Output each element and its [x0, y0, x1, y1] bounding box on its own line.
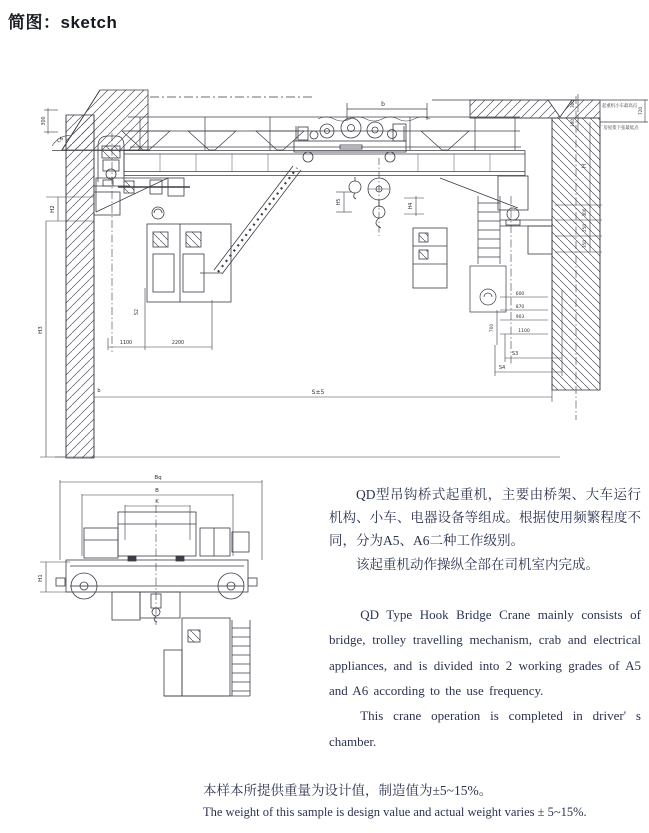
svg-text:H5: H5: [337, 198, 342, 206]
svg-text:S3: S3: [511, 351, 519, 357]
trolley-gauge-dimension: [318, 101, 430, 121]
svg-text:S2: S2: [135, 308, 140, 316]
svg-text:250: 250: [582, 224, 587, 232]
hook-dimensions: [336, 192, 424, 216]
svg-text:600: 600: [515, 292, 525, 297]
paragraph-spacer: [329, 576, 641, 602]
svg-text:350: 350: [582, 240, 587, 248]
side-view-dimensions: [38, 475, 262, 592]
svg-text:b: b: [97, 388, 101, 394]
svg-text:720: 720: [638, 107, 643, 115]
svg-text:903: 903: [515, 315, 525, 320]
svg-text:100: 100: [570, 119, 575, 127]
product-description: [329, 483, 641, 754]
description-en-1: QD Type Hook Bridge Crane mainly consists of bridge, trolley travelling mechanism, crab and electrical appliances, and is divided into 2 working grades of A5 and A6 according to the use frequency.: [329, 606, 641, 698]
description-en-2: This crane operation is completed in driver' s chamber.: [329, 708, 641, 749]
right-building-column: [552, 96, 600, 420]
weight-note-zh: 本样本所提供重量为设计值，制造值为±5~15%。: [203, 783, 493, 798]
side-view: [38, 475, 262, 696]
weight-note-en: The weight of this sample is design value and actual weight varies ± 5~15%.: [203, 805, 587, 819]
driver-cab: [147, 207, 231, 302]
svg-text:1100: 1100: [518, 329, 530, 334]
right-runway-and-end-truck: [498, 176, 552, 254]
side-view-cab: [164, 618, 250, 696]
side-view-trolley: [84, 512, 249, 561]
svg-text:H3: H3: [38, 326, 44, 334]
hoist-and-hook: [349, 158, 390, 236]
svg-text:起重机小车最高点: 起重机小车最高点: [602, 104, 638, 109]
svg-text:H2: H2: [50, 205, 56, 213]
right-column-dimensions: [489, 290, 562, 376]
side-view-bridge-end: [56, 560, 257, 599]
svg-text:C6: C6: [56, 136, 65, 145]
bridge-girder: [96, 147, 525, 212]
svg-text:700: 700: [490, 323, 495, 333]
description-zh-1: QD型吊钩桥式起重机，主要由桥架、大车运行机构、小车、电器设备等组成。根据使用频繁程度不同，分为A5、A6二种工作级别。: [329, 487, 641, 549]
svg-text:H1: H1: [38, 574, 44, 582]
svg-text:300: 300: [582, 208, 587, 217]
side-view-hook: [112, 505, 180, 625]
svg-text:S4: S4: [498, 365, 506, 371]
svg-text:B: B: [155, 488, 159, 494]
page-title: 简图：sketch: [8, 13, 118, 32]
walkway-railing: [122, 117, 520, 150]
description-zh-2: 该起重机动作操纵全部在司机室内完成。: [356, 556, 599, 572]
left-buffer-assembly: [118, 178, 190, 196]
svg-text:S±5: S±5: [311, 389, 325, 396]
svg-text:870: 870: [515, 305, 525, 310]
crab-trolley: [294, 118, 406, 162]
main-elevation-view: [38, 90, 648, 458]
svg-text:300: 300: [570, 100, 575, 108]
svg-text:K: K: [155, 499, 159, 505]
svg-text:300: 300: [42, 116, 47, 126]
svg-text:H: H: [581, 163, 588, 169]
left-building-column: [66, 115, 112, 458]
svg-text:Bq: Bq: [154, 475, 162, 481]
inclined-stair: [200, 166, 301, 274]
svg-text:2200: 2200: [171, 341, 185, 346]
svg-text:H4: H4: [409, 202, 414, 210]
equipment-boxes: [413, 228, 447, 288]
weight-note: [203, 779, 623, 820]
svg-text:厂房屋架下弦最低点: 厂房屋架下弦最低点: [599, 126, 639, 131]
svg-text:1100: 1100: [119, 341, 133, 346]
svg-text:b: b: [381, 101, 385, 108]
